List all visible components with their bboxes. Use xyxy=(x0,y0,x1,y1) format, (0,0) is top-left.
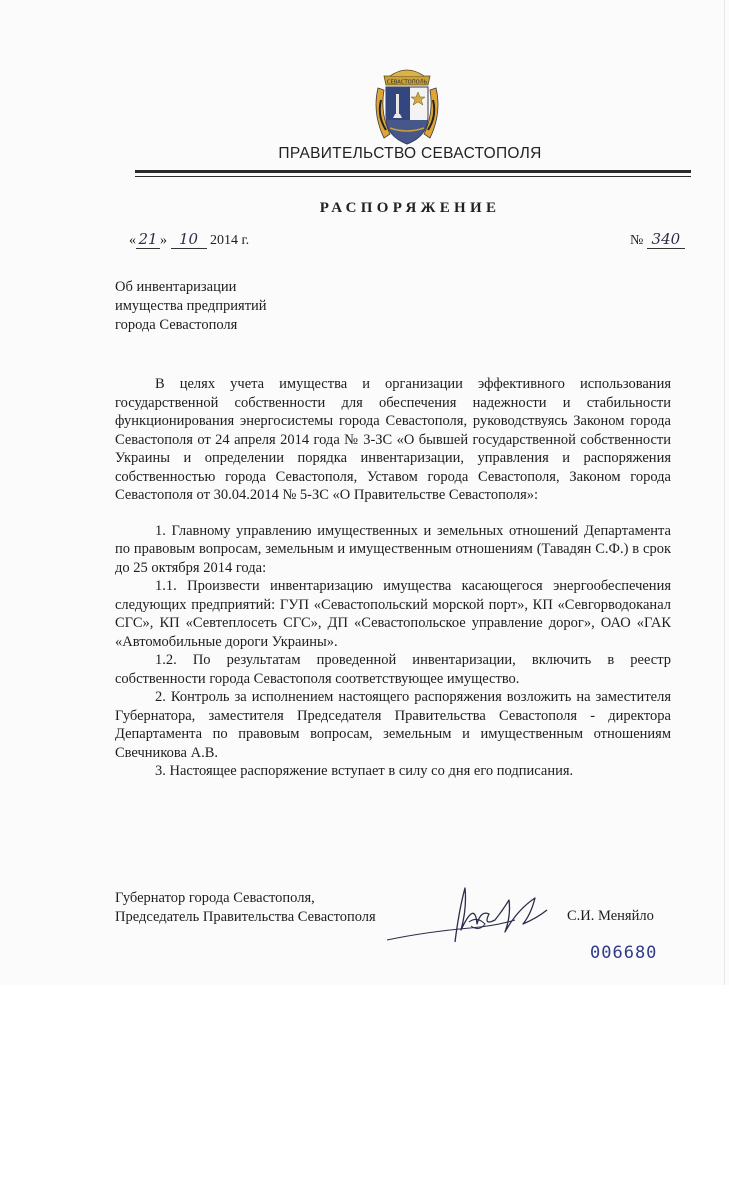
number-value: 340 xyxy=(651,230,681,248)
handwritten-signature xyxy=(385,880,555,950)
emblem-label: СЕВАСТОПОЛЬ xyxy=(386,79,428,86)
number-prefix: № xyxy=(630,233,644,248)
header-rule-thin xyxy=(135,176,691,177)
serial-number-stamp: 006680 xyxy=(590,943,658,963)
number-field xyxy=(647,232,685,249)
date-day-field xyxy=(136,232,160,249)
document-date xyxy=(129,232,249,249)
clause-1-2: 1.2. По результатам проведенной инвентаризации, включить в реестр собственности города Севастополя соответствующее имущество. xyxy=(115,652,671,687)
position-line: Председатель Правительства Севастополя xyxy=(115,909,376,925)
date-month-field xyxy=(171,232,207,249)
signer-name: С.И. Меняйло xyxy=(567,908,654,924)
document-number xyxy=(630,232,685,249)
clause-3: 3. Настоящее распоряжение вступает в силу со дня его подписания. xyxy=(155,763,574,779)
government-title: ПРАВИТЕЛЬСТВО СЕВАСТОПОЛЯ xyxy=(278,145,542,162)
subject-line: Об инвентаризации xyxy=(115,279,237,295)
date-month: 10 xyxy=(178,230,199,248)
date-day: 21 xyxy=(138,230,158,248)
clause-1-1: 1.1. Произвести инвентаризацию имущества касающегося энергообеспечения следующих предприятий: ГУП «Севастопольский морской порт», КП «Севгорводоканал СГС», КП «Севтеплосеть СГС», ДП «Севастопольское управление дорог», ОАО «ГАК «Автомобильные дороги Украины». xyxy=(115,578,671,650)
sevastopol-coat-of-arms xyxy=(370,58,444,150)
document-body xyxy=(115,375,671,781)
document-subject xyxy=(115,278,267,335)
date-open-quote: « xyxy=(129,233,136,248)
preamble-paragraph: В целях учета имущества и организации эффективного использования государственной собственности для обеспечения надежности и стабильности функционирования энергосистемы города Севастополя, руководствуясь Законом города Севастополя от 24 апреля 2014 года № 3-ЗС «О бывшей государственной собственности Украины и определении порядка инвентаризации, управления и распоряжения собственностью города Севастополя, Уставом города Севастополя, Законом города Севастополя от 30.04.2014 № 5-ЗС «О Правительстве Севастополя»: xyxy=(115,376,671,503)
position-line: Губернатор города Севастополя, xyxy=(115,890,315,906)
subject-line: имущества предприятий xyxy=(115,298,267,314)
document-type-heading: РАСПОРЯЖЕНИЕ xyxy=(319,200,501,216)
date-close-quote: » xyxy=(160,233,167,248)
clause-1: 1. Главному управлению имущественных и земельных отношений Департамента по правовым вопросам, земельным и имущественным отношениям (Тавадян С.Ф.) в срок до 25 октября 2014 года: xyxy=(115,522,671,576)
signatory-position xyxy=(115,889,376,927)
page-bottom-area xyxy=(0,985,729,1200)
header-rule-thick xyxy=(135,170,691,173)
date-year: 2014 г. xyxy=(210,233,250,248)
clause-2: 2. Контроль за исполнением настоящего распоряжения возложить на заместителя Губернатора, заместителя Председателя Правительства Севастополя - директора Департамента по правовым вопросам, земельным и имущественным отношениям Свечникова А.В. xyxy=(115,689,671,761)
subject-line: города Севастополя xyxy=(115,317,238,333)
